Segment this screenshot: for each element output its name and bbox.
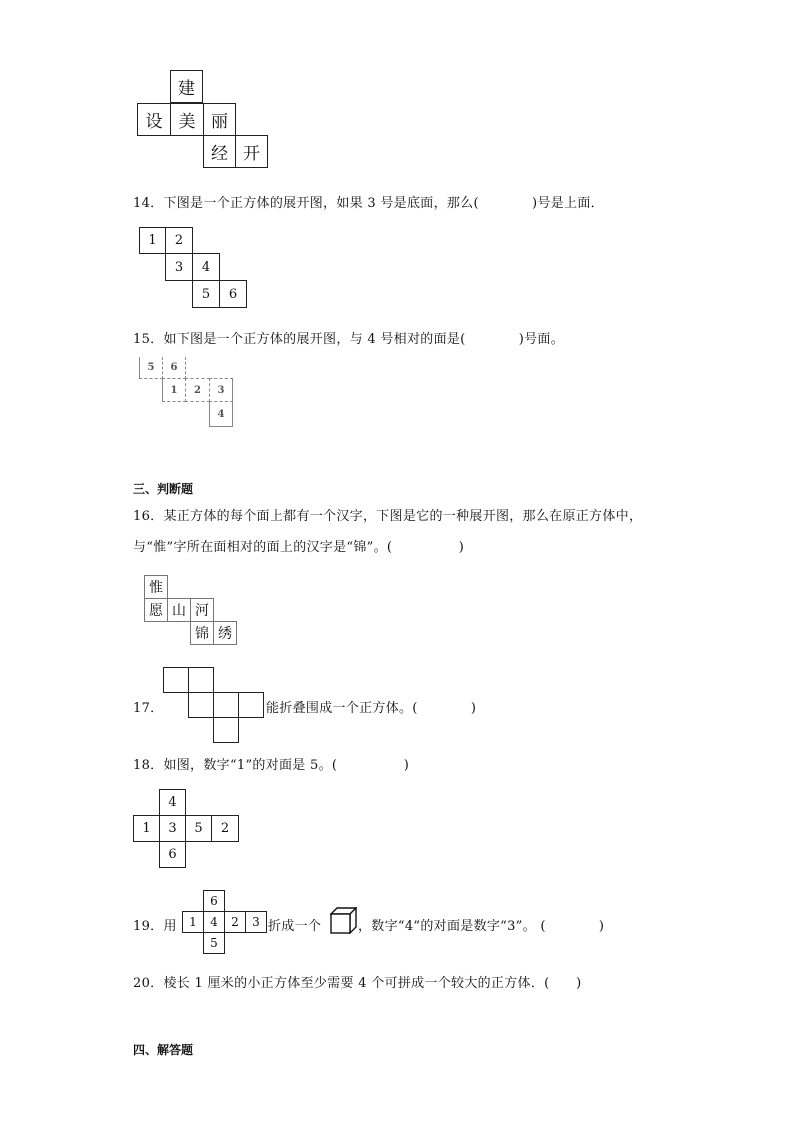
question-19-suffix: ，数字“4”的对面是数字“3”。 ( ) (358, 919, 605, 934)
net-cell: 6 (219, 280, 247, 308)
net-cell: 设 (137, 103, 171, 136)
net-cell (163, 667, 189, 693)
net-cell: 开 (235, 135, 268, 168)
net-cell (213, 717, 239, 743)
net-cell: 绣 (213, 621, 237, 645)
cube-icon (330, 907, 357, 934)
net-cell: 2 (165, 227, 193, 254)
question-16-line1: 16．某正方体的每个面上都有一个汉字，下图是它的一种展开图，那么在原正方体中， (133, 509, 643, 524)
question-16-line2: 与“惟”字所在面相对的面上的汉字是“锦”。( ) (133, 540, 465, 555)
net-cell: 1 (182, 911, 204, 933)
net-cell: 4 (192, 253, 220, 281)
question-19-middle: 折成一个 (268, 919, 322, 934)
section-title: 四、解答题 (133, 1043, 194, 1057)
net-cell: 2 (185, 378, 210, 402)
question-14: 14．下图是一个正方体的展开图，如果 3 号是底面，那么( )号是上面． (133, 196, 604, 211)
net-cell: 3 (209, 378, 233, 402)
net-cell: 5 (185, 815, 212, 842)
net-cell: 锦 (190, 621, 214, 645)
question-18: 18．如图，数字“1”的对面是 5。( ) (133, 758, 410, 773)
net-cell: 美 (170, 103, 204, 136)
net-cell: 1 (162, 378, 186, 402)
net-cell: 3 (159, 815, 186, 842)
net-cell: 5 (203, 932, 225, 954)
question-20: 20．棱长 1 厘米的小正方体至少需要 4 个可拼成一个较大的正方体．( ) (133, 976, 582, 991)
net-cell: 山 (167, 598, 191, 622)
net-cell: 2 (224, 911, 246, 933)
net-cell: 5 (192, 280, 220, 308)
net-cell: 建 (170, 70, 203, 103)
net-cell (213, 692, 239, 718)
net-cell: 愿 (144, 598, 168, 622)
net-cell: 惟 (144, 575, 168, 599)
net-cell: 1 (133, 815, 160, 842)
net-cell: 5 (139, 357, 163, 379)
net-cell: 6 (203, 890, 225, 912)
question-15: 15．如下图是一个正方体的展开图，与 4 号相对的面是( )号面。 (133, 332, 565, 347)
question-19-prefix: 19．用 (133, 919, 177, 934)
net-cell (188, 667, 214, 693)
net-cell: 3 (165, 253, 193, 281)
net-cell: 丽 (203, 103, 236, 136)
question-17: 能折叠围成一个正方体。( ) (266, 701, 477, 716)
net-cell: 2 (211, 815, 239, 842)
net-cell (188, 692, 214, 718)
section-title: 三、判断题 (133, 482, 194, 496)
net-cell: 6 (162, 357, 186, 379)
net-cell: 4 (159, 789, 186, 816)
net-cell: 6 (159, 841, 186, 868)
net-cell: 4 (209, 401, 233, 427)
net-cell: 经 (203, 135, 236, 168)
net-cell: 4 (203, 911, 225, 933)
net-cell: 1 (139, 227, 166, 254)
net-cell: 3 (245, 911, 267, 933)
net-cell: 河 (190, 598, 214, 622)
question-17-number: 17． (133, 701, 164, 716)
net-cell (238, 692, 264, 718)
